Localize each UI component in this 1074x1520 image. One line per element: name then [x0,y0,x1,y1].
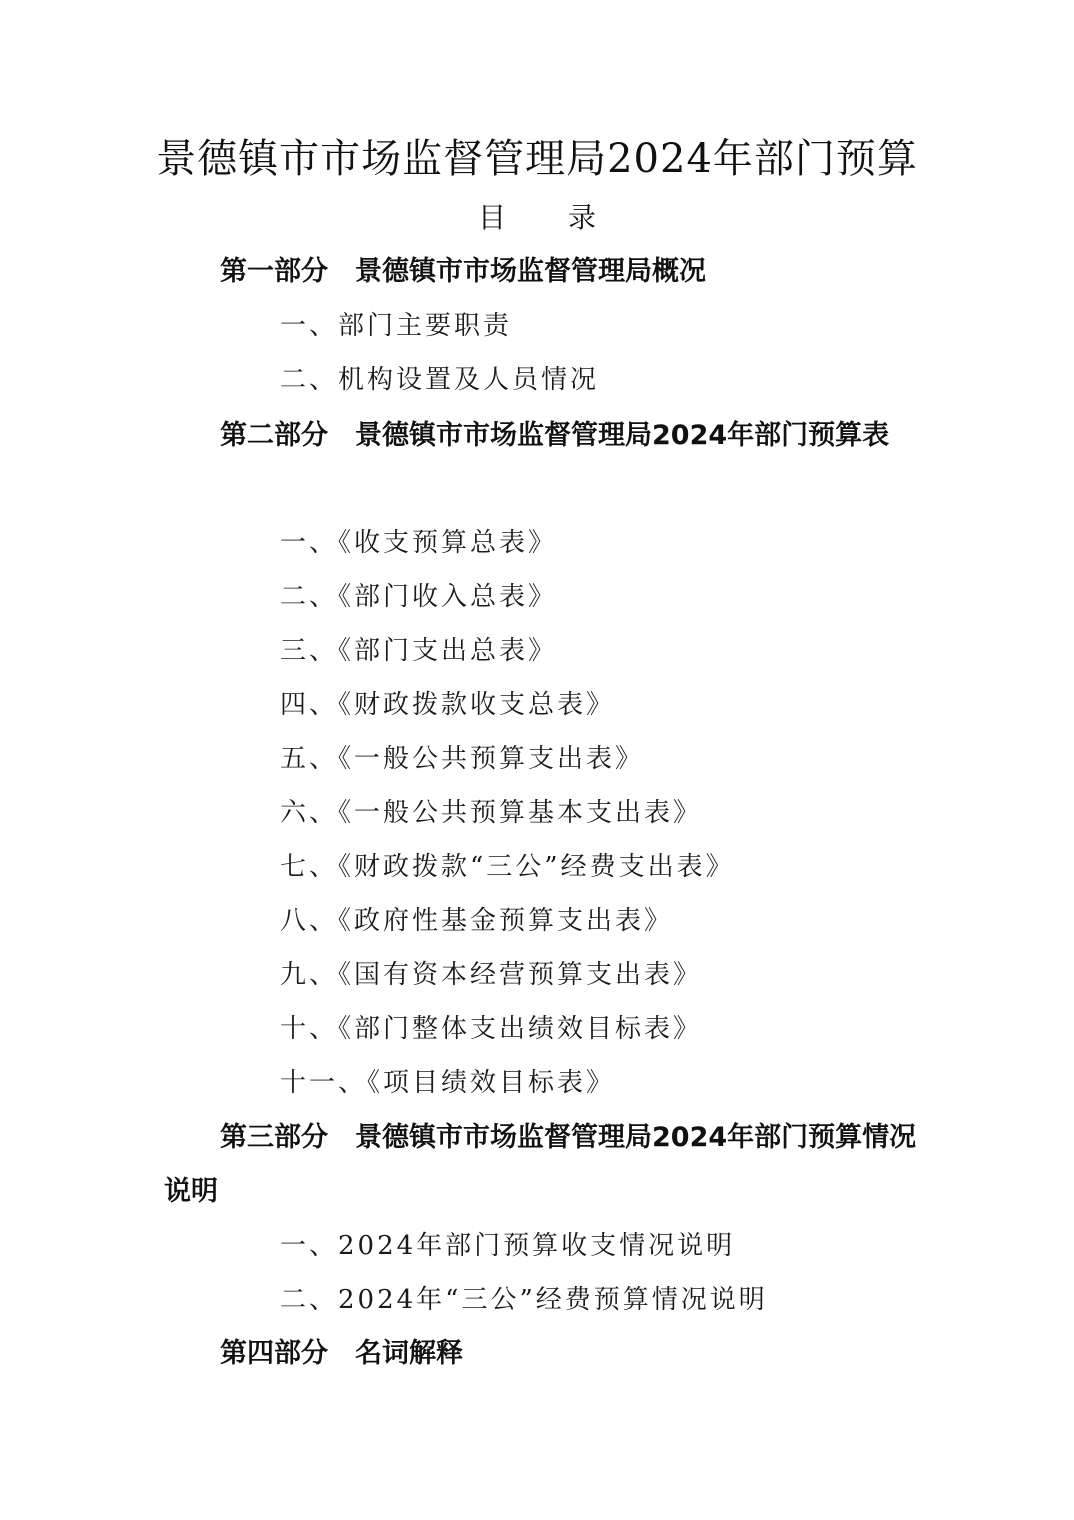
part-2-item-1: 一、《收支预算总表》 [280,528,558,558]
part-3-item-1: 一、2024年部门预算收支情况说明 [280,1231,736,1261]
part-2-item-9: 九、《国有资本经营预算支出表》 [280,960,703,990]
part-2-item-7: 七、《财政拨款“三公”经费支出表》 [280,852,735,882]
part-3-item-2: 二、2024年“三公”经费预算情况说明 [280,1285,768,1315]
part-2-item-2: 二、《部门收入总表》 [280,582,558,612]
part-1-item-1: 一、部门主要职责 [280,311,513,341]
part-2-item-10: 十、《部门整体支出绩效目标表》 [280,1014,703,1044]
part-1-item-2: 二、机构设置及人员情况 [280,365,600,395]
part-3-heading: 第三部分 景德镇市市场监督管理局2024年部门预算情况说明 [164,1122,917,1207]
part-2-item-5: 五、《一般公共预算支出表》 [280,744,645,774]
part-2-heading: 第二部分 景德镇市市场监督管理局2024年部门预算表 [220,420,890,451]
toc-heading-char-1: 目 [477,201,506,234]
document-title: 景德镇市市场监督管理局2024年部门预算 [156,136,918,182]
part-2-item-6: 六、《一般公共预算基本支出表》 [280,798,703,828]
part-2-item-11: 十一、《项目绩效目标表》 [280,1068,616,1098]
part-2-item-3: 三、《部门支出总表》 [280,636,558,666]
part-2-item-4: 四、《财政拨款收支总表》 [280,690,616,720]
toc-heading [0,198,1074,238]
toc-heading-char-2: 录 [568,201,597,234]
part-2-item-8: 八、《政府性基金预算支出表》 [280,906,674,936]
part-4-heading: 第四部分 名词解释 [220,1338,463,1369]
part-1-heading: 第一部分 景德镇市市场监督管理局概况 [220,256,706,287]
